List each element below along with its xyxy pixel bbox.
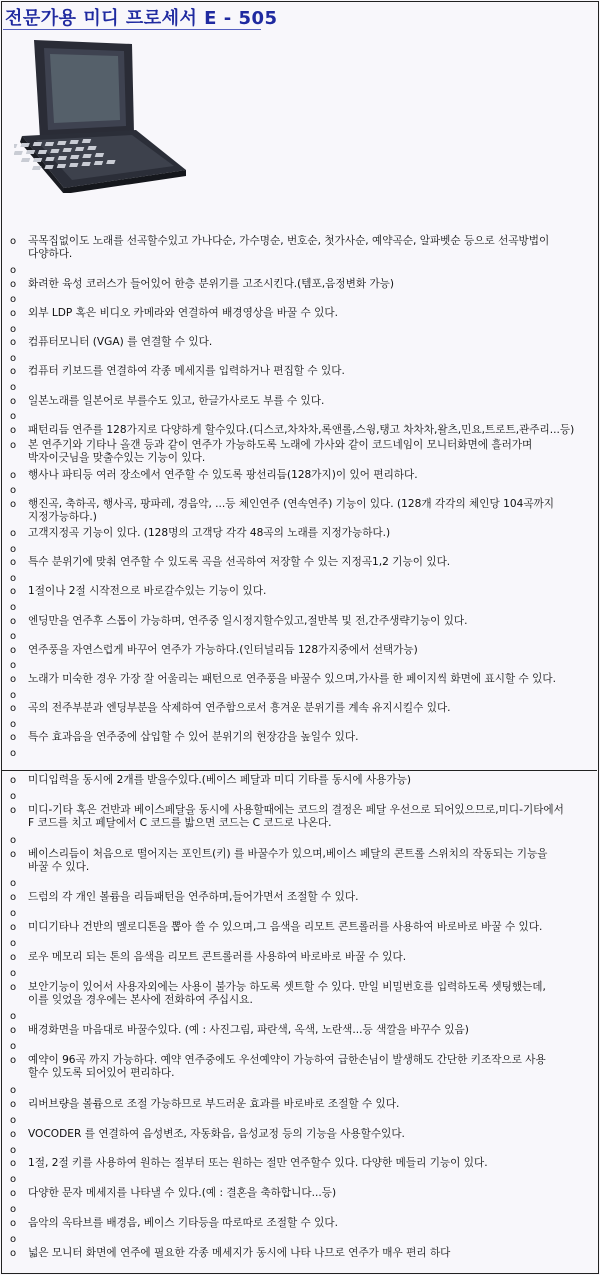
- list-item-text: [28, 951, 593, 964]
- text-line: [28, 834, 593, 847]
- bullet-icon: o: [10, 602, 17, 613]
- text-line: [28, 630, 593, 643]
- bullet-icon: o: [10, 586, 17, 598]
- bullet-icon: o: [10, 908, 17, 920]
- list-item-text: [28, 307, 593, 320]
- bullet-icon: o: [10, 951, 17, 963]
- text-line: [28, 1203, 593, 1216]
- bullet-icon: o: [10, 937, 17, 949]
- list-item-text: [28, 702, 593, 715]
- text-line: 할수 있도록 되어있어 편리하다.: [28, 1067, 175, 1080]
- bullet-icon: o: [10, 1025, 17, 1037]
- bullet-icon: o: [10, 366, 17, 378]
- text-line: 다양한 문자 메세지를 나타낼 수 있다.(예 : 결혼을 축하합니다...등): [28, 1187, 337, 1200]
- text-line: 일본노래를 일본어로 부를수도 있고, 한글가사로도 부를 수 있다.: [28, 394, 325, 407]
- text-line: 예약이 96곡 까지 가능하다. 예약 연주중에도 우선예약이 가능하여 급한손님이 발생해도 간단한 키조작으로 사용: [28, 1054, 546, 1067]
- bullet-icon: o: [10, 308, 17, 319]
- bullet-icon: o: [10, 644, 17, 656]
- feature-list-2: [2, 770, 597, 1271]
- text-line: F 코드를 치고 페달에서 C 코드를 밟으면 코드는 C 코드로 나온다.: [28, 816, 332, 829]
- list-item-text: [28, 921, 593, 934]
- bullet-icon: o: [10, 981, 17, 993]
- bullet-icon: o: [10, 236, 17, 247]
- text-line: [28, 264, 593, 277]
- bullet-icon: o: [10, 543, 17, 555]
- text-line: 패턴리듬 연주를 128가지로 다양하게 할수있다.(디스코,차차차,록앤롤,스윙,탱고 차차차,왈츠,민요,트로트,관주리...등): [28, 423, 575, 436]
- bullet-icon: o: [10, 1233, 17, 1245]
- bullet-icon: o: [10, 337, 17, 349]
- bullet-icon: o: [10, 804, 17, 816]
- list-item-text: [28, 731, 593, 744]
- list-item-text: [28, 1098, 593, 1111]
- text-line: [28, 410, 593, 423]
- bullet-icon: o: [10, 1158, 17, 1170]
- bullet-icon: o: [10, 660, 17, 672]
- text-line: 미디-기타 혹은 건반과 베이스페달을 동시에 사용할때에는 코드의 결정은 페달 우선으로 되어있으므로,미디-기타에서: [28, 803, 564, 816]
- bullet-icon: o: [10, 834, 17, 846]
- bullet-icon: o: [10, 411, 17, 423]
- list-item-text: [28, 484, 593, 497]
- bullet-icon: o: [10, 1114, 17, 1126]
- text-line: [28, 1010, 593, 1023]
- list-item-text: [28, 498, 593, 524]
- list-item-text: [28, 644, 593, 657]
- bullet-icon: o: [10, 848, 17, 860]
- text-line: [28, 1233, 593, 1246]
- text-line: 연주풍을 자연스럽게 바꾸어 연주가 가능하다.(인터널리듬 128가지중에서 선택가능): [28, 643, 418, 656]
- list-item-text: [28, 1187, 593, 1200]
- bullet-icon: o: [10, 1204, 17, 1216]
- text-line: 1절, 2절 키를 사용하여 원하는 절부터 또는 원하는 절만 연주할수 있다. 다양한 메들리 기능이 있다.: [28, 1157, 488, 1170]
- list-item-text: [28, 395, 593, 408]
- list-item-text: [28, 323, 593, 336]
- text-line: 노래가 미숙한 경우 가장 잘 어울리는 패턴으로 연주풍을 바꿀수 있으며,가사를 한 페이지씩 화면에 표시할 수 있다.: [28, 673, 556, 685]
- text-line: 곡의 전주부분과 엔딩부분을 삭제하여 연주함으로서 흥겨운 분위기를 계속 유지시킬수 있다.: [28, 702, 451, 715]
- text-line: [28, 352, 593, 365]
- text-line: [28, 1084, 593, 1097]
- text-line: 이를 잊었을 경우에는 본사에 전화하여 주십시요.: [28, 993, 253, 1006]
- list-item-text: [28, 410, 593, 423]
- list-item-text: [28, 659, 593, 672]
- device-image: [14, 38, 189, 193]
- bullet-icon: o: [10, 703, 17, 715]
- text-line: [28, 718, 593, 731]
- bullet-icon: o: [10, 732, 17, 744]
- text-line: 1절이나 2절 시작전으로 바로갈수있는 기능이 있다.: [28, 585, 267, 598]
- text-line: [28, 293, 593, 306]
- text-line: 컴퓨터모니터 (VGA) 를 연결할 수 있다.: [28, 336, 213, 349]
- list-item-text: [28, 907, 593, 920]
- bullet-icon: o: [10, 1218, 17, 1229]
- list-item-text: [28, 585, 593, 598]
- list-item-text: [28, 718, 593, 731]
- list-item-text: [28, 365, 593, 378]
- list-item-text: [28, 848, 593, 874]
- text-line: 넓은 모니터 화면에 연주에 필요한 각종 메세지가 동시에 나타 나므로 연주가 매우 편리 하다: [28, 1246, 451, 1259]
- bullet-icon: o: [10, 382, 17, 393]
- text-line: [28, 1114, 593, 1127]
- text-line: 로우 메모리 되는 톤의 음색을 리모트 콘트롤러를 사용하여 바로바로 바꿀 수 있다.: [28, 950, 407, 963]
- list-item-text: [28, 556, 593, 569]
- list-item-text: [28, 1203, 593, 1216]
- bullet-icon: o: [10, 967, 17, 979]
- list-item-text: [28, 747, 593, 760]
- list-item-text: [28, 790, 593, 803]
- list-item-text: [28, 1054, 593, 1080]
- text-line: 보안기능이 있어서 사용자외에는 사용이 불가능 하도록 셋트할 수 있다. 만일 비밀번호를 입력하도록 셋팅했는데,: [28, 980, 546, 993]
- text-line: [28, 790, 593, 803]
- list-item-text: [28, 877, 593, 890]
- bullet-icon: o: [10, 748, 17, 759]
- bullet-icon: o: [10, 498, 17, 510]
- bullet-icon: o: [10, 1098, 17, 1110]
- bullet-icon: o: [10, 528, 17, 539]
- text-line: 특수 분위기에 맞춰 연주할 수 있도록 곡을 선곡하여 저장할 수 있는 지정곡1,2 기능이 있다.: [28, 556, 451, 569]
- text-line: 특수 효과음을 연주중에 삽입할 수 있어 분위기의 현장감을 높일수 있다.: [28, 731, 359, 744]
- bullet-icon: o: [10, 1041, 17, 1053]
- list-item-text: [28, 1157, 593, 1170]
- text-line: [28, 323, 593, 336]
- list-item-text: [28, 278, 593, 291]
- text-line: 배경화면을 마음대로 바꿀수있다. (예 : 사진그림, 파란색, 옥색, 노란색...등 색깔을 바꾸수 있음): [28, 1024, 469, 1037]
- list-item-text: [28, 1247, 593, 1260]
- text-line: 드럼의 각 개인 볼륨을 리듬패턴을 연주하며,들어가면서 조절할 수 있다.: [28, 891, 359, 904]
- bullet-icon: o: [10, 1188, 17, 1200]
- text-line: [28, 1040, 593, 1053]
- feature-list-1: [2, 232, 597, 768]
- bullet-icon: o: [10, 775, 17, 786]
- list-item-text: [28, 1114, 593, 1127]
- text-line: 곡목집없이도 노래를 선곡할수있고 가나다순, 가수명순, 번호순, 첫가사순, 예약곡순, 알파벳순 등으로 선곡방법이: [28, 235, 550, 247]
- list-item-text: [28, 1024, 593, 1037]
- bullet-icon: o: [10, 352, 17, 364]
- text-line: 엔딩만을 연주후 스톱이 가능하며, 연주중 일시정지할수있고,절반복 및 전,간주생략기능이 있다.: [28, 614, 468, 627]
- bullet-icon: o: [10, 278, 17, 290]
- page-title: 전문가용 미디 프로세서 E - 505: [5, 8, 278, 29]
- list-item-text: [28, 264, 593, 277]
- list-item-text: [28, 834, 593, 847]
- list-item-text: [28, 572, 593, 585]
- text-line: 외부 LDP 혹은 비디오 카메라와 연결하여 배경영상을 바꿀 수 있다.: [28, 307, 338, 319]
- text-line: 박자이긋님을 맞출수있는 기능이 있다.: [28, 452, 206, 465]
- bullet-icon: o: [10, 689, 17, 701]
- bullet-icon: o: [10, 1174, 17, 1186]
- bullet-icon: o: [10, 674, 17, 685]
- bullet-icon: o: [10, 1128, 17, 1140]
- text-line: 행사나 파티등 여러 장소에서 연주할 수 있도록 팡선리듬(128가지)이 있어 편리하다.: [28, 468, 418, 481]
- list-item-text: [28, 937, 593, 950]
- text-line: [28, 1173, 593, 1186]
- bullet-icon: o: [10, 718, 17, 730]
- bullet-icon: o: [10, 265, 17, 277]
- text-line: VOCODER 를 연결하여 음성변조, 자동화음, 음성교정 등의 기능을 사용할수있다.: [28, 1127, 405, 1140]
- bullet-icon: o: [10, 1247, 17, 1259]
- text-line: [28, 381, 593, 394]
- list-item-text: [28, 601, 593, 614]
- text-line: [28, 937, 593, 950]
- text-line: [28, 572, 593, 585]
- text-line: 리버브량을 볼륨으로 조절 가능하므로 부드러운 효과를 바로바로 조절할 수 있다.: [28, 1097, 400, 1110]
- text-line: [28, 747, 593, 760]
- text-line: 미디기타나 건반의 멜로디톤을 뽑아 쓸 수 있으며,그 음색을 리모트 콘트롤러를 사용하여 바로바로 바꿀 수 있다.: [28, 921, 543, 933]
- text-line: [28, 659, 593, 672]
- list-item-text: [28, 235, 593, 261]
- list-item-text: [28, 804, 593, 830]
- list-item-text: [28, 352, 593, 365]
- list-item-text: [28, 615, 593, 628]
- list-item-text: [28, 439, 593, 465]
- list-item-text: [28, 630, 593, 643]
- text-line: [28, 967, 593, 980]
- text-line: [28, 543, 593, 556]
- text-line: 지정가능하다.): [28, 510, 97, 523]
- title-underline: [3, 29, 261, 30]
- text-line: 다양하다.: [28, 248, 73, 260]
- text-line: 컴퓨터 키보드를 연결하여 각종 메세지를 입력하거나 편집할 수 있다.: [28, 365, 345, 378]
- text-line: 베이스리듬이 처음으로 떨어지는 포인트(키) 를 바꿀수가 있으며,베이스 페달의 콘트롤 스위치의 작동되는 기능을: [28, 847, 548, 860]
- bullet-icon: o: [10, 790, 17, 802]
- bullet-icon: o: [10, 323, 17, 335]
- bullet-icon: o: [10, 440, 17, 452]
- list-item-text: [28, 689, 593, 702]
- text-line: 행진곡, 축하곡, 행사곡, 팡파레, 경음악, ...등 체인연주 (연속연주) 기능이 있다. (128개 각각의 체인당 104곡까지: [28, 497, 555, 510]
- bullet-icon: o: [10, 615, 17, 627]
- list-item-text: [28, 336, 593, 349]
- bullet-icon: o: [10, 395, 17, 407]
- text-line: 화려한 육성 코러스가 들어있어 한층 분위기를 고조시킨다.(템포,음정변화 가능): [28, 277, 395, 290]
- bullet-icon: o: [10, 557, 17, 569]
- list-item-text: [28, 967, 593, 980]
- bullet-icon: o: [10, 424, 17, 436]
- list-item-text: [28, 543, 593, 556]
- bullet-icon: o: [10, 1055, 17, 1067]
- text-line: 미디입력을 동시에 2개를 받을수있다.(베이스 페달과 미디 기타를 동시에 사용가능): [28, 774, 412, 786]
- text-line: 고객지정곡 기능이 있다. (128명의 고객당 각각 48곡의 노래를 지정가능하다.): [28, 527, 391, 539]
- list-item-text: [28, 1128, 593, 1141]
- bullet-icon: o: [10, 1084, 17, 1096]
- text-line: [28, 907, 593, 920]
- bullet-icon: o: [10, 572, 17, 584]
- text-line: [28, 484, 593, 497]
- bullet-icon: o: [10, 878, 17, 890]
- bullet-icon: o: [10, 631, 17, 643]
- bullet-icon: o: [10, 922, 17, 933]
- list-item-text: [28, 774, 593, 787]
- bullet-icon: o: [10, 294, 17, 306]
- list-item-text: [28, 1084, 593, 1097]
- bullet-icon: o: [10, 1144, 17, 1156]
- text-line: [28, 877, 593, 890]
- list-item-text: [28, 1233, 593, 1246]
- list-item-text: [28, 1144, 593, 1157]
- list-item-text: [28, 469, 593, 482]
- list-item-text: [28, 293, 593, 306]
- list-item-text: [28, 891, 593, 904]
- list-item-text: [28, 424, 593, 437]
- list-item-text: [28, 673, 593, 686]
- list-item-text: [28, 1040, 593, 1053]
- text-line: [28, 1144, 593, 1157]
- list-item-text: [28, 527, 593, 540]
- bullet-icon: o: [10, 485, 17, 497]
- list-item-text: [28, 981, 593, 1007]
- text-line: 음악의 옥타브를 배경음, 베이스 기타등을 따로따로 조절할 수 있다.: [28, 1217, 338, 1229]
- bullet-icon: o: [10, 892, 17, 904]
- list-item-text: [28, 1173, 593, 1186]
- text-line: [28, 601, 593, 614]
- list-item-text: [28, 1217, 593, 1230]
- bullet-icon: o: [10, 469, 17, 481]
- text-line: 바꿀 수 있다.: [28, 860, 90, 873]
- text-line: 본 연주기와 기타나 올갠 등과 같이 연주가 가능하도록 노래에 가사와 같이 코드네임이 모니터화면에 흘러가며: [28, 439, 533, 452]
- list-item-text: [28, 381, 593, 394]
- bullet-icon: o: [10, 1011, 17, 1023]
- list-item-text: [28, 1010, 593, 1023]
- text-line: [28, 689, 593, 702]
